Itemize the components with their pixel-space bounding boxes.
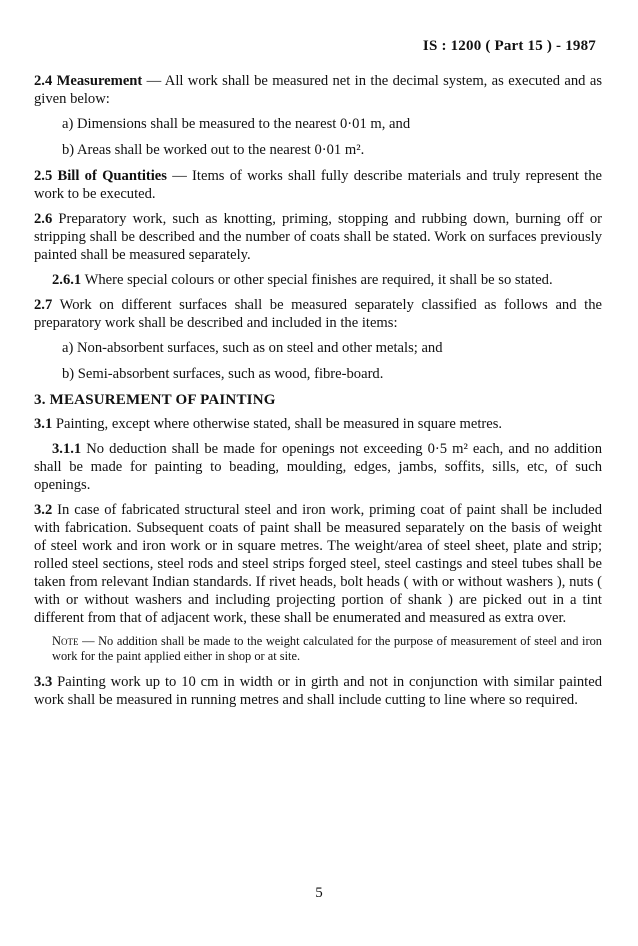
clause-text: In case of fabricated structural steel and iron work, priming coat of paint shall be included with fabrication. Subsequent coats of paint shall be measured separately on the basis of weight of steel work and iron work or in square metres. The weight/area of steel sheet, plate and strip; rolled steel sections, steel rods and steel strips forged steel, steel castings and steel tubes shall be taken from relevant Indian standards. If rivet heads, bolt heads ( with or without washers ), nuts ( with or without washers and including projecting portion of shank ) are picked out in a tint different from that of adjacent work, these shall be enumerated and measured as extra over. (34, 502, 602, 626)
clause-title: Measurement (56, 73, 143, 89)
clause-number: 3.2 (34, 502, 53, 518)
list-item: a) Non-absorbent surfaces, such as on steel and other metals; and (62, 340, 443, 356)
list-item: a) Dimensions shall be measured to the nearest 0·01 m, and (62, 116, 411, 132)
clause-text: — All work shall be measured net in the decimal system, as executed and as given below: (34, 73, 602, 107)
section-heading: 3. MEASUREMENT OF PAINTING (34, 392, 276, 408)
clause-2-6-1 (34, 271, 602, 289)
document-body (34, 72, 602, 716)
clause-2-7 (34, 296, 602, 332)
note-label: Note (52, 634, 79, 648)
clause-number: 3.1 (34, 416, 53, 432)
clause-text: Painting, except where otherwise stated, shall be measured in square metres. (52, 416, 503, 432)
clause-title: Bill of Quantities (57, 168, 167, 184)
clause-number: 2.6.1 (52, 272, 82, 288)
clause-text: No deduction shall be made for openings not exceeding 0·5 m² each, and no addition shall be made for painting to beading, moulding, edges, jambs, soffits, sills, etc, of such openings. (34, 441, 602, 493)
clause-3-1-1 (34, 440, 602, 494)
clause-text: — Items of works shall fully describe materials and truly represent the work to be executed. (34, 168, 603, 202)
page-header: IS : 1200 ( Part 15 ) - 1987 (422, 38, 596, 54)
clause-text: Work on different surfaces shall be measured separately classified as follows and the preparatory work shall be described and included in the items: (34, 297, 602, 331)
clause-number: 3.3 (34, 674, 53, 690)
clause-text: Painting work up to 10 cm in width or in girth and not in conjunction with similar painted work shall be measured in running metres and shall include cutting to line where so required. (34, 674, 602, 708)
clause-number: 2.7 (34, 297, 53, 313)
clause-text: Preparatory work, such as knotting, priming, stopping and rubbing down, burning off or stripping shall be described and the number of coats shall be stated. Work on surfaces previously painted shall be measured separately. (34, 211, 602, 263)
clause-number: 2.4 (34, 73, 53, 89)
clause-number: 2.6 (34, 211, 53, 227)
list-item: b) Semi-absorbent surfaces, such as wood, fibre-board. (62, 366, 384, 382)
note (34, 634, 602, 664)
clause-number: 2.5 (34, 168, 53, 184)
clause-2-4 (34, 72, 602, 108)
clause-3-2 (34, 501, 602, 627)
page-number: 5 (315, 885, 323, 901)
clause-2-5 (34, 167, 602, 203)
note-text: — No addition shall be made to the weight calculated for the purpose of measurement of steel and iron work for the paint applied either in shop or at site. (52, 634, 602, 663)
clause-text: Where special colours or other special finishes are required, it shall be so stated. (81, 272, 553, 288)
clause-2-6 (34, 210, 602, 264)
clause-3-1 (34, 415, 602, 433)
clause-number: 3.1.1 (52, 441, 82, 457)
list-item: b) Areas shall be worked out to the nearest 0·01 m². (62, 142, 365, 158)
clause-3-3 (34, 673, 602, 709)
